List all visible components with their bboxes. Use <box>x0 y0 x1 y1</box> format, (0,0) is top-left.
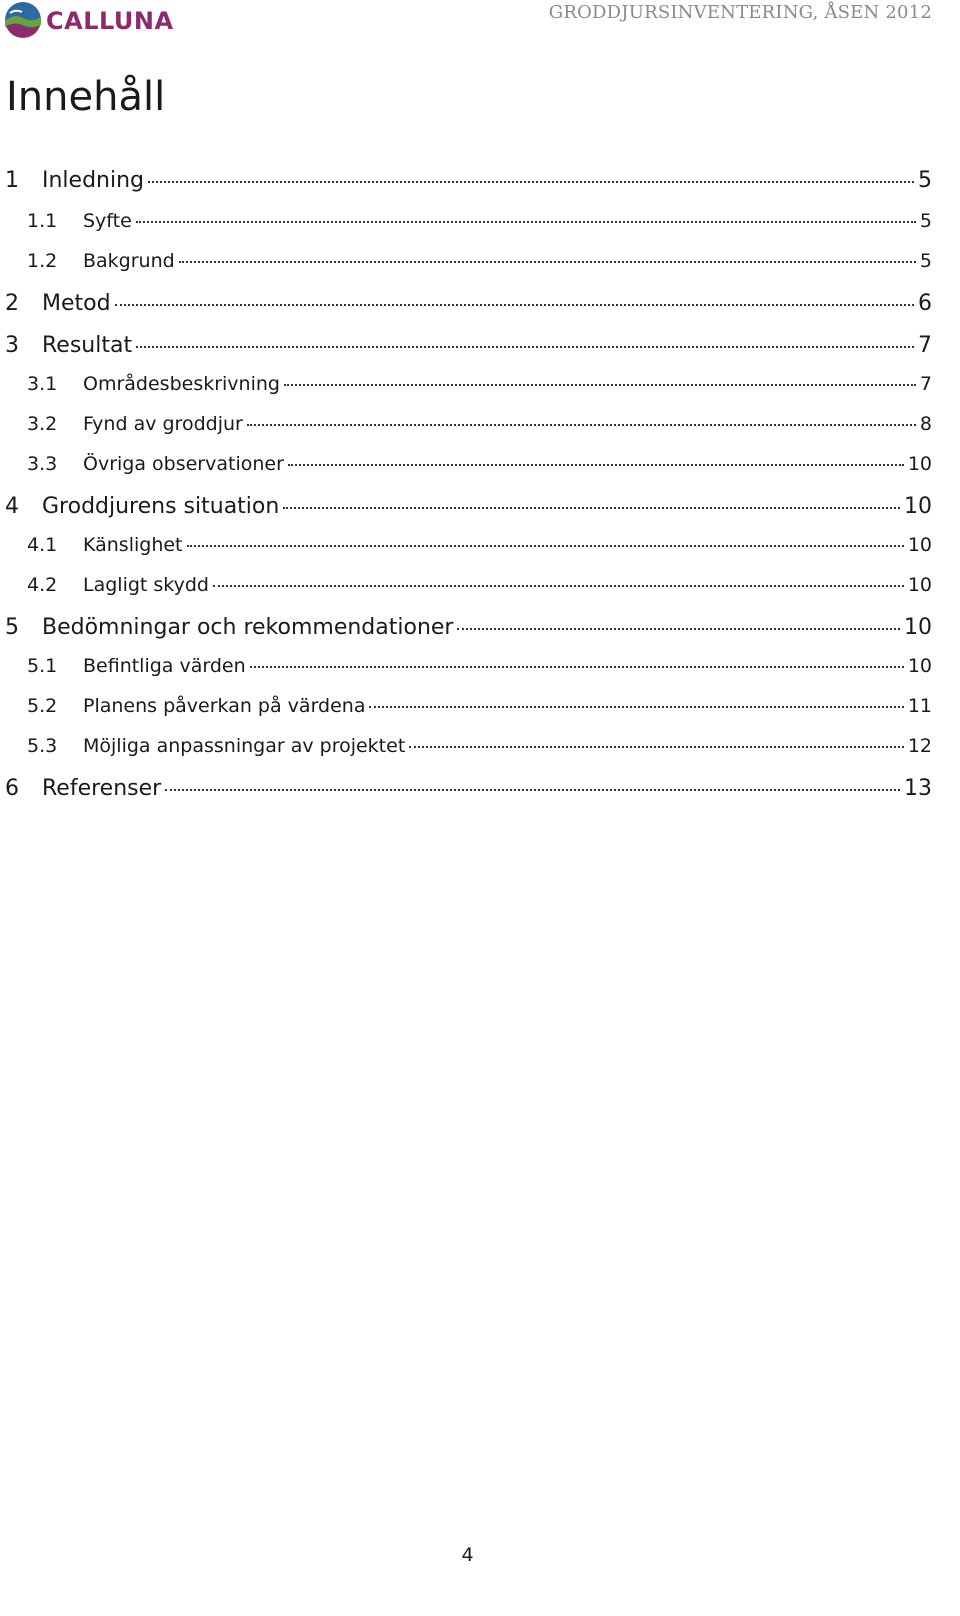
toc-entry[interactable] <box>0 695 932 717</box>
toc-dot-leader <box>179 261 916 263</box>
toc-entry-label[interactable]: Känslighet <box>83 534 183 556</box>
toc-entry[interactable] <box>0 250 932 272</box>
toc-dot-leader <box>288 464 904 466</box>
toc-entry[interactable] <box>0 333 932 358</box>
toc-entry-label[interactable]: Referenser <box>42 776 162 801</box>
toc-entry-page[interactable]: 10 <box>904 615 932 640</box>
toc-entry-number: 5 <box>5 615 19 640</box>
toc-dot-leader <box>457 628 900 630</box>
toc-dot-leader <box>247 424 916 426</box>
toc-entry-page[interactable]: 12 <box>907 735 932 757</box>
toc-entry-number: 5.1 <box>27 655 58 677</box>
toc-entry-number: 5.2 <box>27 695 58 717</box>
toc-entry[interactable] <box>0 168 932 193</box>
toc-dot-leader <box>148 181 914 183</box>
toc-entry-label[interactable]: Områdesbeskrivning <box>83 373 280 395</box>
toc-entry-page[interactable]: 7 <box>919 373 932 395</box>
toc-entry-label[interactable]: Inledning <box>42 168 145 193</box>
toc-dot-leader <box>409 746 904 748</box>
toc-entry-number: 1 <box>5 168 19 193</box>
toc-entry[interactable] <box>0 453 932 475</box>
logo-text: CALLUNA <box>46 7 174 35</box>
toc-dot-leader <box>284 384 916 386</box>
calluna-logo <box>4 1 174 39</box>
toc-entry[interactable] <box>0 735 932 757</box>
toc-entry-number: 3.3 <box>27 453 58 475</box>
toc-entry-number: 6 <box>5 776 19 801</box>
page-header <box>0 0 960 50</box>
toc-entry-label[interactable]: Bedömningar och rekommendationer <box>42 615 454 640</box>
toc-dot-leader <box>165 789 900 791</box>
page-number: 4 <box>461 1544 474 1566</box>
toc-entry-number: 5.3 <box>27 735 58 757</box>
toc-entry-number: 3 <box>5 333 19 358</box>
toc-entry-page[interactable]: 8 <box>919 413 932 435</box>
toc-entry-page[interactable]: 10 <box>907 655 932 677</box>
toc-entry[interactable] <box>0 615 932 640</box>
calluna-landscape-icon <box>4 1 42 39</box>
toc-entry-page[interactable]: 10 <box>904 494 932 519</box>
toc-entry-page[interactable]: 10 <box>907 534 932 556</box>
toc-entry[interactable] <box>0 776 932 801</box>
toc-entry[interactable] <box>0 534 932 556</box>
toc-entry-label[interactable]: Syfte <box>83 210 132 232</box>
toc-entry[interactable] <box>0 291 932 316</box>
toc-entry[interactable] <box>0 655 932 677</box>
toc-entry-label[interactable]: Lagligt skydd <box>83 574 209 596</box>
toc-entry-page[interactable]: 6 <box>918 291 932 316</box>
toc-entry-number: 3.1 <box>27 373 58 395</box>
toc-entry[interactable] <box>0 210 932 232</box>
toc-dot-leader <box>136 346 914 348</box>
toc-entry[interactable] <box>0 413 932 435</box>
toc-entry-page[interactable]: 5 <box>918 168 932 193</box>
toc-entry-page[interactable]: 10 <box>907 453 932 475</box>
toc-entry-page[interactable]: 5 <box>919 250 932 272</box>
toc-dot-leader <box>369 706 903 708</box>
toc-entry[interactable] <box>0 494 932 519</box>
toc-entry[interactable] <box>0 373 932 395</box>
toc-entry-label[interactable]: Metod <box>42 291 111 316</box>
toc-entry-label[interactable]: Övriga observationer <box>83 453 284 475</box>
toc-entry[interactable] <box>0 574 932 596</box>
toc-entry-page[interactable]: 11 <box>907 695 932 717</box>
toc-entry-page[interactable]: 5 <box>919 210 932 232</box>
toc-entry-page[interactable]: 10 <box>907 574 932 596</box>
toc-dot-leader <box>213 585 904 587</box>
toc-entry-page[interactable]: 13 <box>904 776 932 801</box>
toc-entry-page[interactable]: 7 <box>918 333 932 358</box>
toc-entry-number: 4 <box>5 494 19 519</box>
toc-entry-label[interactable]: Bakgrund <box>83 250 175 272</box>
toc-entry-number: 4.2 <box>27 574 58 596</box>
toc-dot-leader <box>187 545 904 547</box>
toc-entry-label[interactable]: Groddjurens situation <box>42 494 280 519</box>
toc-entry-label[interactable]: Möjliga anpassningar av projektet <box>83 735 406 757</box>
toc-entry-label[interactable]: Planens påverkan på värdena <box>83 695 366 717</box>
toc-entry-number: 3.2 <box>27 413 58 435</box>
toc-title: Innehåll <box>6 74 166 120</box>
toc-entry-number: 1.2 <box>27 250 58 272</box>
toc-entry-number: 2 <box>5 291 19 316</box>
toc-dot-leader <box>250 666 904 668</box>
running-head: GRODDJURSINVENTERING, ÅSEN 2012 <box>548 2 932 23</box>
toc-entry-label[interactable]: Befintliga värden <box>83 655 246 677</box>
toc-entry-number: 1.1 <box>27 210 58 232</box>
toc-entry-number: 4.1 <box>27 534 58 556</box>
toc-dot-leader <box>283 507 900 509</box>
toc-entry-label[interactable]: Resultat <box>42 333 133 358</box>
toc-dot-leader <box>136 221 916 223</box>
toc-dot-leader <box>115 304 914 306</box>
toc-entry-label[interactable]: Fynd av groddjur <box>83 413 243 435</box>
